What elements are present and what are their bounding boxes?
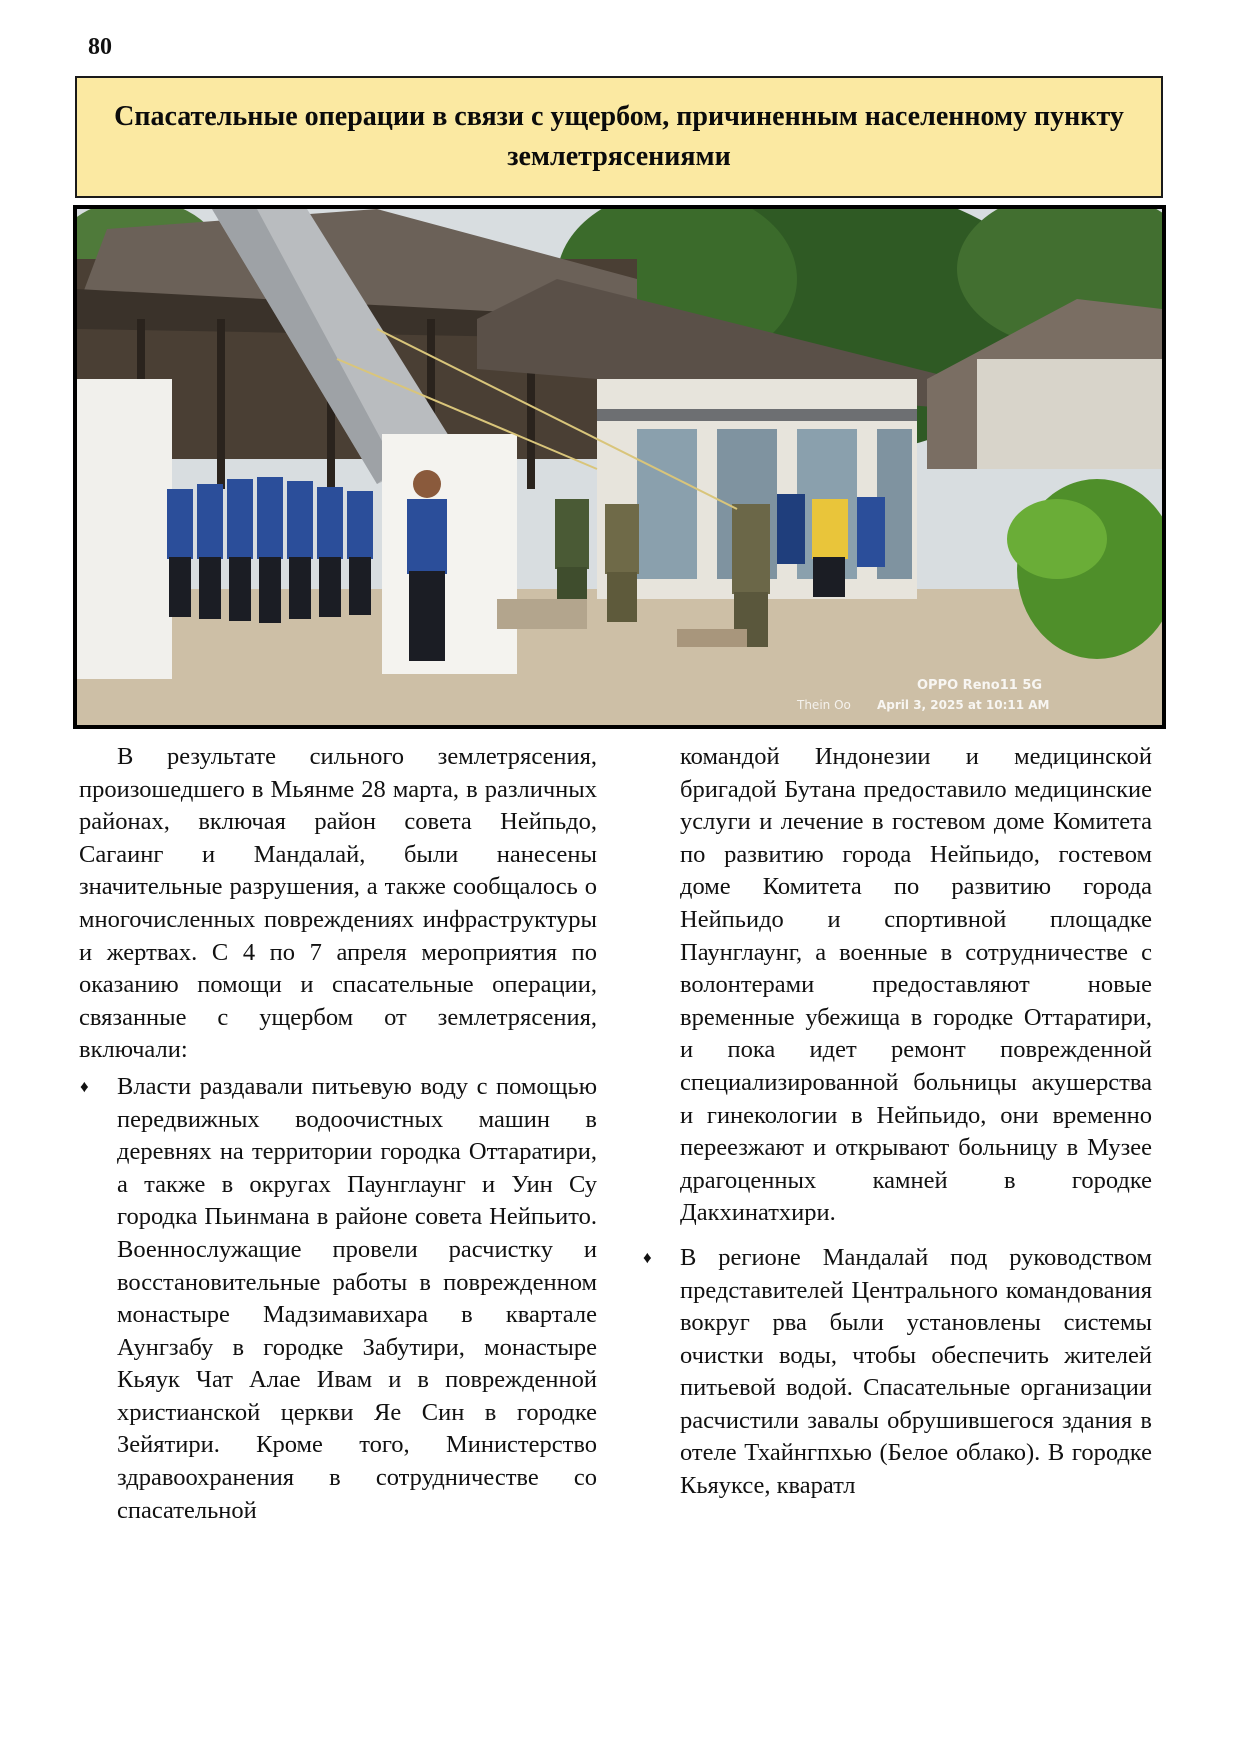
photo-watermark-author: Thein Oo — [797, 698, 851, 712]
photo-illustration — [77, 209, 1162, 725]
page-number: 80 — [88, 34, 112, 60]
bullet-item-1 — [79, 1071, 597, 1527]
title-banner — [75, 76, 1163, 198]
bullet-1-text-part1: Власти раздавали питьевую воду с помощью передвижных водоочистных машин в деревнях на территории городка Оттаратири, а также в округах Паунглаунг и Уин Су городка Пьинмана в районе совета Нейпьито. Военнослужащие провели расчистку и восстановительные работы в поврежденном монастыре Мадзимавихара в квартале Аунгзабу в городке Забутири, монастыре Кьяук Чат Алае Ивам и в поврежденной христианской церкви Яе Син в городке Зейятири. Кроме того, Министерство здравоохранения в сотрудничестве со спасательной — [117, 1072, 597, 1524]
page-title: Спасательные операции в связи с ущербом, причиненным населенному пункту землетрясениями — [114, 101, 1124, 172]
photo-watermark-date: April 3, 2025 at 10:11 AM — [877, 698, 1050, 712]
earthquake-rescue-photo — [73, 205, 1166, 729]
left-column — [79, 741, 597, 1527]
right-column — [642, 741, 1152, 1503]
bullet-1-text-part2: командой Индонезии и медицинской бригадой Бутана предоставило медицинские услуги и лечение в гостевом доме Комитета по развитию города Нейпьидо, гостевом доме Комитета по развитию города Нейпьидо и спортивной площадке Паунглаунг, а военные в сотрудничестве с волонтерами предоставляют новые временные убежища в городке Оттаратири, и пока идет ремонт поврежденной специализированной больницы акушерства и гинекологии в Нейпьидо, они временно переезжают и открывают больницу в Музее драгоценных камней в городке Дакхинатхири. — [680, 743, 1152, 1227]
photo-watermark-device: OPPO Reno11 5G — [917, 678, 1043, 693]
intro-paragraph: В результате сильного землетрясения, произошедшего в Мьянме 28 марта, в различных районах, включая район совета Нейпьдо, Сагаинг и Мандалай, были нанесены значительные разрушения, а также сообщалось о многочисленных повреждениях инфраструктуры и жертвах. С 4 по 7 апреля мероприятия по оказанию помощи и спасательные операции, связанные с ущербом от землетрясения, включали: — [79, 743, 597, 1064]
diamond-bullet-icon: ♦ — [80, 1076, 89, 1096]
bullet-item-2 — [642, 1242, 1152, 1503]
bullet-2-text: В регионе Мандалай под руководством представителей Центрального командования вокруг рва были установлены системы очистки воды, чтобы обеспечить жителей питьевой водой. Спасательные организации расчистили завалы обрушившегося здания в отеле Тхайнгпхью (Белое облако). В городке Кьяуксе, кваратл — [680, 1243, 1152, 1500]
diamond-bullet-icon: ♦ — [643, 1247, 652, 1267]
